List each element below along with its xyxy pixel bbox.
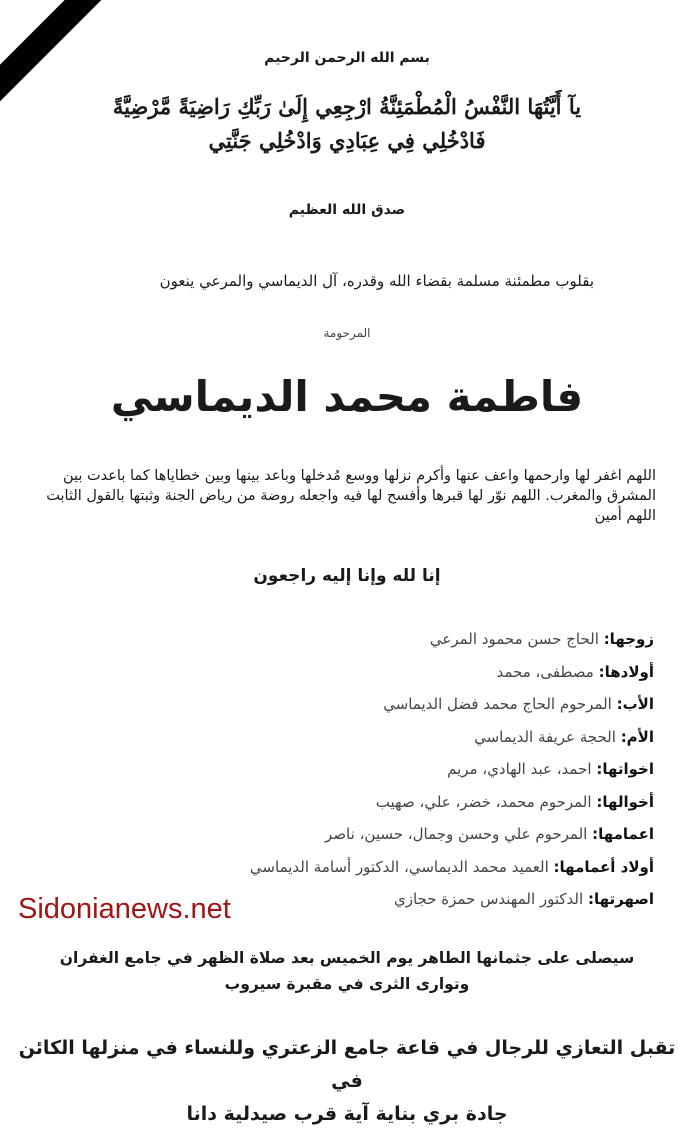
funeral-info [0, 945, 694, 997]
family-label: اخواتها: [596, 760, 654, 778]
family-label: أولادها: [598, 662, 654, 681]
prayer-text: اللهم اغفر لها وارحمها واعف عنها وأكرم نزلها ووسع مُدخلها وباعد بينها وبين خطاياها كما باعدت بين المشرق والمغرب. اللهم نوّر لها قبرها وأفسح لها فيه واجعله روضة من رياض الجنة وثبتها بالقول الثابت اللهم أمين [46, 468, 656, 524]
basmala: بسم الله الرحمن الرحيم [264, 50, 430, 66]
family-row-paternal-uncles [44, 818, 654, 851]
family-list [44, 623, 654, 916]
inna-lillah: إنا لله وإنا إليه راجعون [253, 566, 441, 586]
family-value: الدكتور المهندس حمزة حجازي [393, 890, 584, 908]
family-label: أولاد أعمامها: [553, 857, 654, 876]
family-label: زوجها: [603, 630, 654, 648]
deceased-title: المرحومة [323, 326, 371, 340]
family-row-husband [44, 623, 654, 656]
family-row-maternal-uncles [44, 786, 654, 819]
sadaq-allah: صدق الله العظيم [288, 202, 406, 218]
family-value: المرحوم الحاج محمد فضل الديماسي [383, 695, 612, 713]
funeral-line-2: وتوارى الثرى في مقبرة سيروب [224, 975, 470, 993]
family-value: الحاج حسن محمود المرعي [429, 630, 599, 648]
family-label: اعمامها: [592, 825, 654, 843]
family-value: المرحوم علي وحسن وجمال، حسين، ناصر [325, 825, 588, 843]
watermark: Sidonianews.net [18, 893, 231, 925]
family-value: مصطفى، محمد [496, 662, 594, 681]
condolences-line-1: تقبل التعازي للرجال في قاعة جامع الزعتري وللنساء في منزلها الكائن في [18, 1037, 676, 1092]
family-row-cousins [44, 851, 654, 884]
family-label: اصهرتها: [587, 890, 654, 908]
quran-verse [0, 90, 694, 158]
verse-line-2: فَادْخُلِي فِي عِبَادِي وَادْخُلِي جَنَّتِي [208, 128, 486, 153]
family-value: العميد محمد الديماسي، الدكتور أسامة الديماسي [249, 857, 549, 876]
family-value: المرحوم محمد، خضر، علي، صهيب [375, 792, 592, 811]
announcement-intro: بقلوب مطمئنة مسلمة بقضاء الله وقدره، آل الديماسي والمرعي ينعون [159, 272, 594, 290]
condolences-line-2: جادة بري بناية آية قرب صيدلية دانا [186, 1103, 508, 1125]
family-row-mother [44, 721, 654, 754]
funeral-line-1: سيصلى على جثمانها الطاهر يوم الخميس بعد صلاة الظهر في جامع الغفران [59, 949, 635, 967]
family-label: أخوالها: [596, 792, 654, 811]
family-label: الأب: [616, 695, 654, 713]
family-value: الحجة عريفة الديماسي [474, 727, 616, 746]
family-row-siblings [44, 753, 654, 786]
family-label: الأم: [620, 727, 654, 746]
deceased-name: فاطمة محمد الديماسي [110, 372, 584, 421]
family-value: احمد، عبد الهادي، مريم [447, 760, 592, 778]
family-row-father [44, 688, 654, 721]
verse-line-1: يآ أَيَّتُهَا النَّفْسُ الْمُطْمَئِنَّةُ ارْجِعِي إِلَىٰ رَبِّكِ رَاضِيَةً مَّرْضِيَّةً [112, 94, 582, 119]
family-row-children [44, 656, 654, 689]
condolences-info [0, 1032, 694, 1131]
